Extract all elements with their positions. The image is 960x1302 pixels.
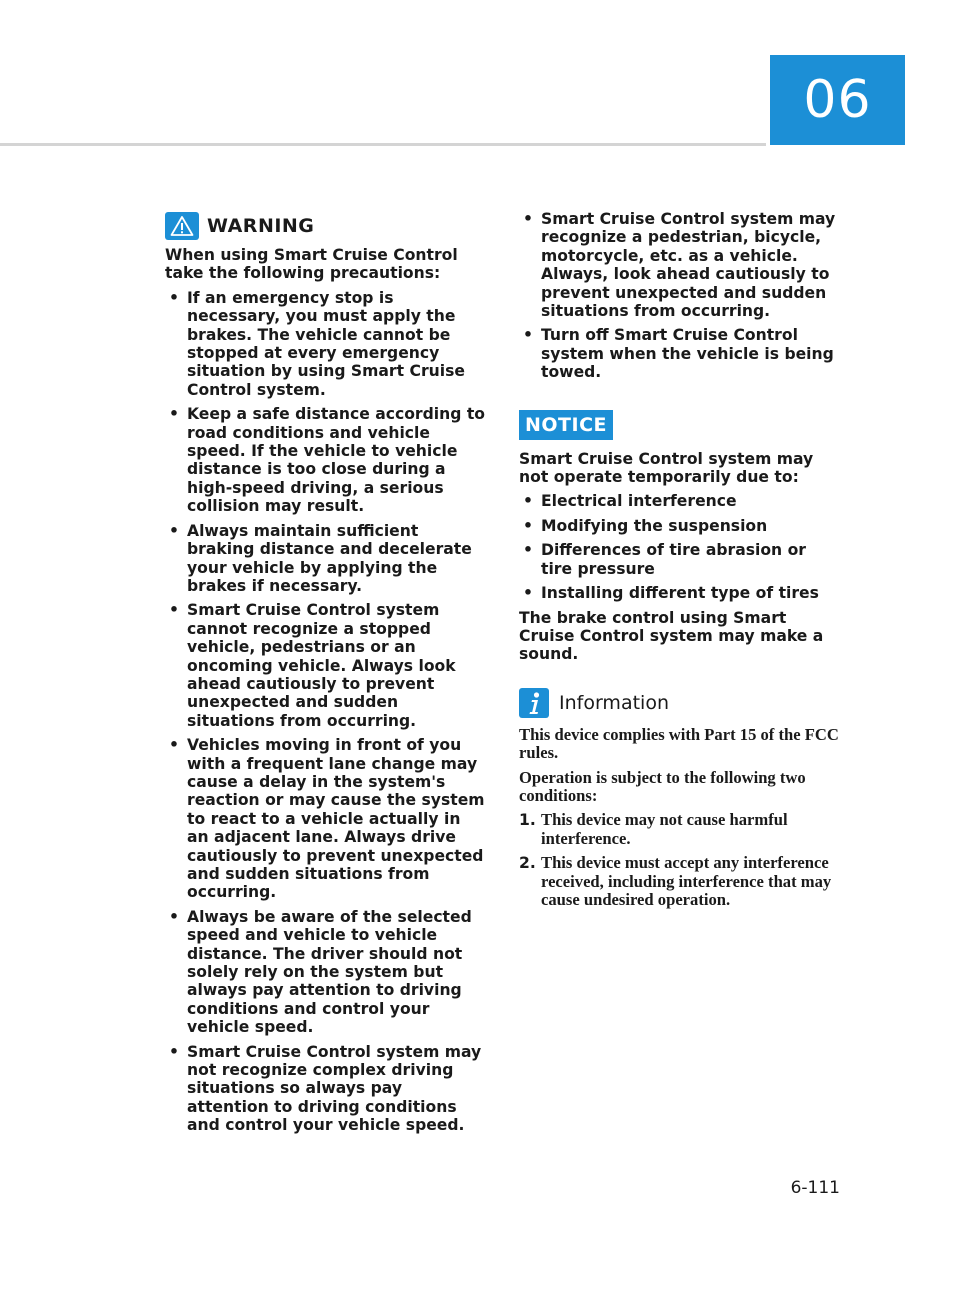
list-item: • Modifying the suspension xyxy=(523,516,768,535)
list-item: 2. This device must accept any interference received, including interference that may cause undesired operation. xyxy=(519,853,832,909)
list-item: • Vehicles moving in front of you with a frequent lane change may cause a delay in the system's reaction or may cause the system to react to a vehicle actually in an adjacent lane. Always drive cautiously to prevent unexpected and sudden situations from occurring. xyxy=(169,736,485,902)
chapter-tab: 06 xyxy=(770,55,905,145)
information-title: Information xyxy=(559,691,669,714)
list-item: • Smart Cruise Control system may not recognize complex driving situations so always pay attention to driving conditions and control your vehicle speed. xyxy=(169,1042,482,1135)
notice-label: NOTICE xyxy=(519,410,613,440)
information-list xyxy=(519,811,841,909)
information-heading xyxy=(519,688,841,718)
notice-list xyxy=(519,492,841,602)
notice-intro: Smart Cruise Control system may not operate temporarily due to: xyxy=(519,449,814,487)
page-number: 6-111 xyxy=(790,1178,840,1198)
list-item: • Differences of tire abrasion or tire pressure xyxy=(523,541,806,578)
warning-list-continued xyxy=(519,210,841,382)
left-column xyxy=(165,212,487,1141)
list-item: • Always maintain sufficient braking distance and decelerate your vehicle by applying the brakes if necessary. xyxy=(169,521,472,595)
list-item: 1. This device may not cause harmful interference. xyxy=(519,810,788,848)
warning-icon xyxy=(165,212,199,240)
warning-list xyxy=(165,289,487,1135)
warning-title: WARNING xyxy=(207,215,315,237)
list-item: • Keep a safe distance according to road conditions and vehicle speed. If the vehicle to vehicle distance is too close during a high-speed driving, a serious collision may result. xyxy=(169,405,485,516)
information-para: Operation is subject to the following two conditions: xyxy=(519,767,806,805)
list-item: • Installing different type of tires xyxy=(523,584,819,603)
info-icon xyxy=(519,688,549,718)
list-item: • Smart Cruise Control system may recognize a pedestrian, bicycle, motorcycle, etc. as a vehicle. Always, look ahead cautiously to prevent unexpected and sudden situations from occurring. xyxy=(523,210,836,321)
header-rule xyxy=(0,143,766,146)
list-item: • If an emergency stop is necessary, you must apply the brakes. The vehicle cannot be stopped at every emergency situation by using Smart Cruise Control system. xyxy=(169,288,465,399)
information-para: This device complies with Part 15 of the FCC rules. xyxy=(519,724,839,763)
warning-heading xyxy=(165,212,487,240)
list-item: • Smart Cruise Control system cannot recognize a stopped vehicle, pedestrians or an oncoming vehicle. Always look ahead cautiously to prevent unexpected and sudden situations from occurring. xyxy=(169,601,456,730)
list-item: • Always be aware of the selected speed and vehicle to vehicle distance. The driver should not solely rely on the system but always pay attention to driving conditions and control your vehicle speed. xyxy=(169,907,472,1037)
right-column xyxy=(519,210,841,915)
list-item: • Electrical interference xyxy=(523,492,737,511)
list-item: • Turn off Smart Cruise Control system when the vehicle is being towed. xyxy=(523,326,834,382)
warning-intro: When using Smart Cruise Control take the following precautions: xyxy=(165,246,458,283)
notice-outro: The brake control using Smart Cruise Control system may make a sound. xyxy=(519,608,824,664)
